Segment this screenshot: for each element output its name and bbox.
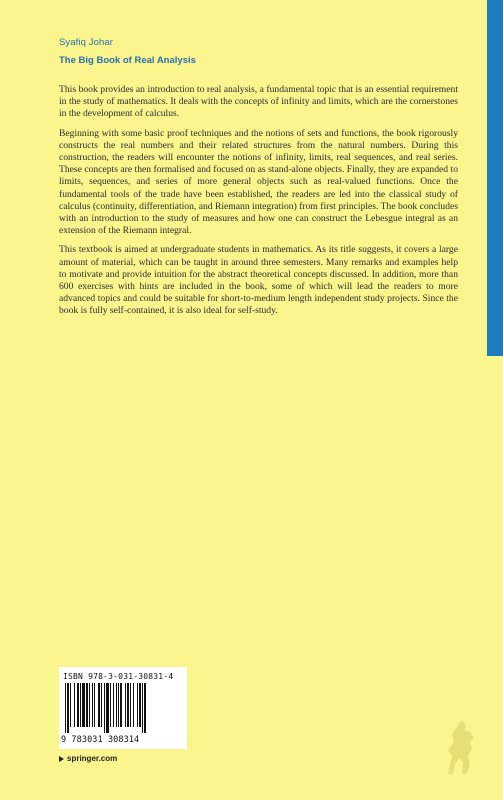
barcode-bar: [106, 683, 109, 733]
barcode-bar: [104, 683, 105, 733]
barcode-bar: [130, 683, 131, 727]
barcode-bar: [94, 683, 95, 727]
barcode-bar: [142, 683, 143, 733]
book-title: The Big Book of Real Analysis: [59, 55, 196, 66]
barcode-bar: [82, 683, 85, 727]
barcode-bar: [101, 683, 102, 727]
blurb-paragraph-1: This book provides an introduction to real analysis, a fundamental topic that is an essential requirement in the study of mathematics. It deals with the concepts of infinity and limits, which are the cornerstones in the development of calculus.: [59, 84, 458, 120]
barcode-bar: [80, 683, 81, 727]
barcode-bars: [63, 683, 183, 733]
springer-horse-logo-icon: [440, 716, 482, 778]
barcode-bar: [86, 683, 88, 727]
barcode-bar: [113, 683, 114, 727]
barcode-bar: [77, 683, 79, 727]
barcode-bar: [110, 683, 111, 727]
barcode-bar: [133, 683, 134, 727]
barcode-bar: [139, 683, 141, 727]
blurb-paragraph-2: Beginning with some basic proof techniques and the notions of sets and functions, the book rigorously constructs the real numbers and their related structures from the natural numbers. During this construction, the readers will encounter the notions of infinity, limits, real sequences, and real series. These concepts are then formalised and focused on as stand-alone objects. Finally, they are expanded to limits, sequences, and series of more general objects such as real-valued functions. Once the fundamental tools of the trade have been established, the readers are led into the classical study of calculus (continuity, differentiation, and Riemann integration) from first principles. The book concludes with an introduction to the study of measures and how one can construct the Lebesgue integral as an extension of the Riemann integral.: [59, 127, 458, 237]
barcode-bar: [89, 683, 90, 727]
barcode-bar: [92, 683, 93, 727]
barcode-bar: [67, 683, 69, 733]
barcode-bar: [125, 683, 126, 727]
barcode-bar: [98, 683, 100, 727]
barcode-bar: [118, 683, 119, 727]
barcode-digits: 9 783031 308314: [61, 735, 140, 745]
publisher-url-text: springer.com: [67, 754, 118, 763]
isbn-label: ISBN 978-3-031-30831-4: [63, 672, 174, 681]
barcode-bar: [137, 683, 138, 727]
barcode-bar: [120, 683, 122, 727]
barcode-bar: [127, 683, 129, 727]
barcode-bar: [65, 683, 66, 733]
barcode-bar: [70, 683, 71, 727]
barcode-bar: [144, 683, 146, 733]
spine-color-bar: [487, 0, 503, 356]
publisher-url[interactable]: [59, 754, 117, 763]
barcode-bar: [74, 683, 75, 727]
blurb-paragraph-3: This textbook is aimed at undergraduate students in mathematics. As its title suggests, it covers a large amount of material, which can be taught in around three semesters. Many remarks and examples help to motivate and provide intuition for the abstract theoretical concepts discussed. In addition, more than 600 exercises with hints are included in the book, some of which will lead the readers to more advanced topics and could be suitable for short-to-medium length independent study projects. Since the book is fully self-contained, it is also ideal for self-study.: [59, 244, 458, 317]
blurb: [59, 84, 458, 325]
barcode-bar: [116, 683, 117, 727]
arrow-right-icon: [59, 756, 64, 762]
barcode: [59, 667, 187, 749]
author-name: Syafiq Johar: [59, 37, 114, 48]
